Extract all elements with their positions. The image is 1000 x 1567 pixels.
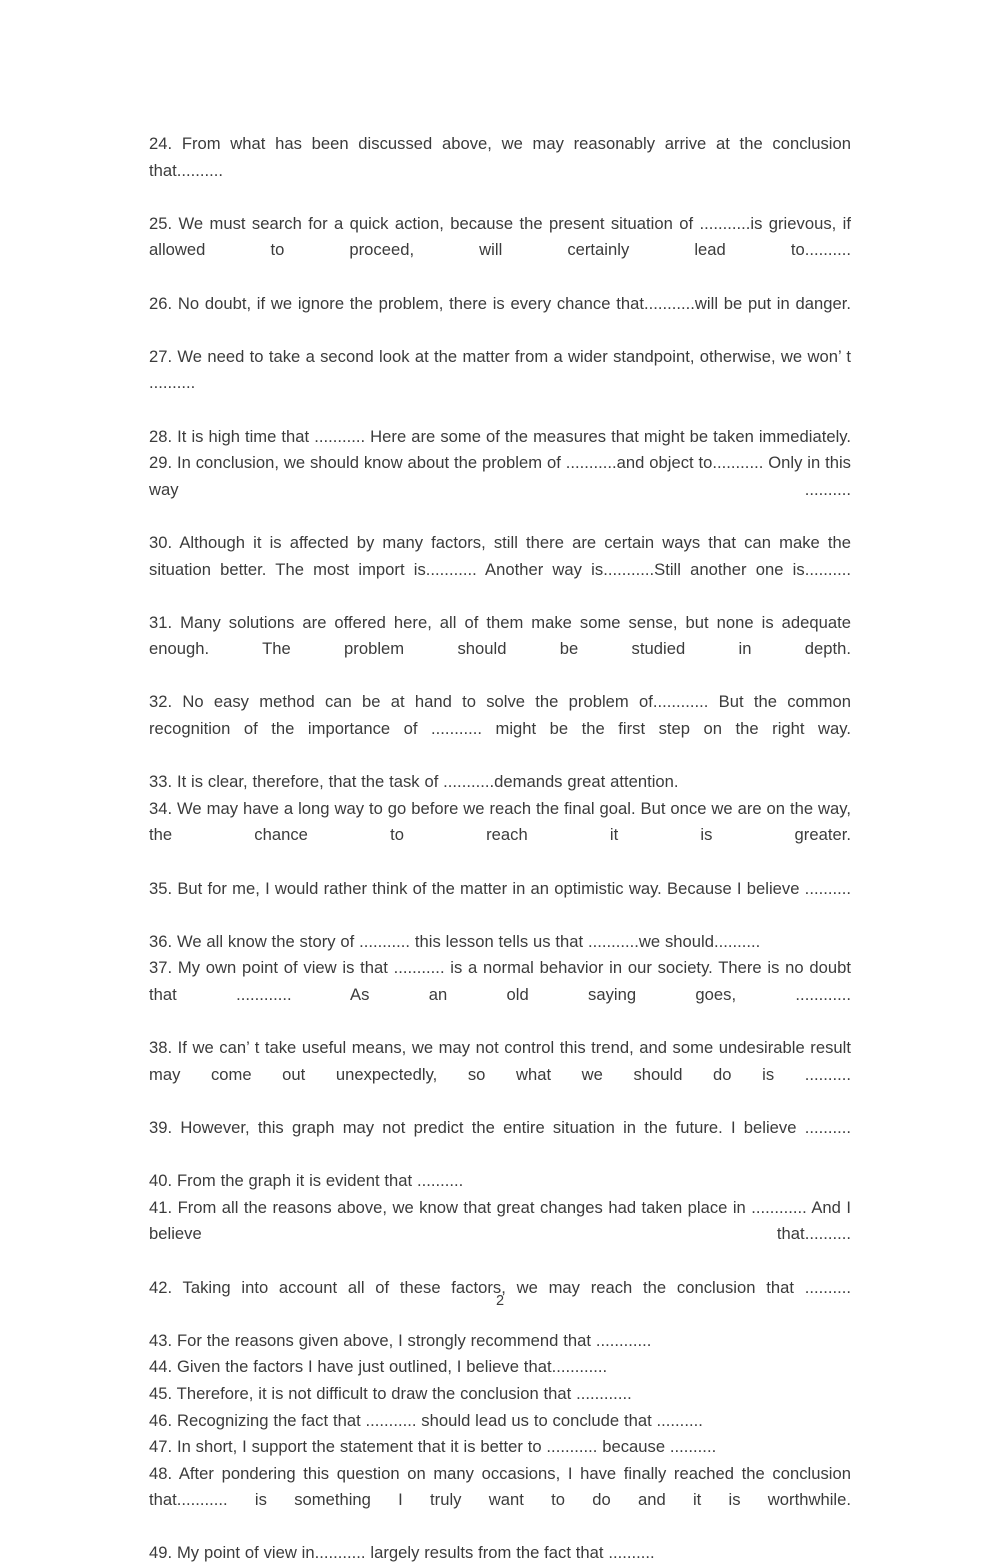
- paragraph-item-48: 48. After pondering this question on many occasions, I have finally reached the conclusion that........... is something I truly want to do and it is worthwhile.: [149, 1463, 851, 1510]
- page-number: 2: [495, 1293, 505, 1309]
- paragraph-item-37: 37. My own point of view is that ........... is a normal behavior in our society. There is no doubt that ............ As an old saying goes, ............: [149, 958, 851, 1004]
- paragraph-item-33: 33. It is clear, therefore, that the task of ...........demands great attention.: [149, 772, 679, 792]
- paragraph-item-35: 35. But for me, I would rather think of the matter in an optimistic way. Because I believe ..........: [149, 878, 851, 898]
- paragraph-item-47: 47. In short, I support the statement that it is better to ........... because ..........: [149, 1437, 717, 1457]
- paragraph-item-34: 34. We may have a long way to go before we reach the final goal. But once we are on the way, the chance to reach it is greater.: [149, 798, 851, 845]
- paragraph-item-39: 39. However, this graph may not predict the entire situation in the future. I believe ..........: [149, 1117, 851, 1137]
- paragraph-item-25: 25. We must search for a quick action, because the present situation of ...........is grievous, if allowed to proceed, will certainly lead to..........: [149, 213, 851, 260]
- paragraph-item-45: 45. Therefore, it is not difficult to draw the conclusion that ............: [149, 1383, 632, 1403]
- paragraph-item-32: 32. No easy method can be at hand to solve the problem of............ But the common recognition of the importance of ........... might be the first step on the right way.: [149, 692, 851, 739]
- paragraph-item-40: 40. From the graph it is evident that ..........: [149, 1171, 464, 1191]
- document-body: [149, 131, 851, 1567]
- paragraph-item-31: 31. Many solutions are offered here, all of them make some sense, but none is adequate enough. The problem should be studied in depth.: [149, 612, 851, 659]
- paragraph-item-26: 26. No doubt, if we ignore the problem, there is every chance that...........will be put in danger.: [149, 293, 851, 313]
- paragraph-item-30: 30. Although it is affected by many factors, still there are certain ways that can make the situation better. The most import is........... Another way is...........Still another one is..........: [149, 532, 851, 579]
- paragraph-item-38: 38. If we can’ t take useful means, we may not control this trend, and some undesirable result may come out unexpectedly, so what we should do is ..........: [149, 1038, 851, 1084]
- paragraph-item-46: 46. Recognizing the fact that ........... should lead us to conclude that ..........: [149, 1410, 703, 1430]
- paragraph-item-41: 41. From all the reasons above, we know that great changes had taken place in ............ And I believe that..........: [149, 1197, 851, 1244]
- paragraph-item-44: 44. Given the factors I have just outlined, I believe that............: [149, 1357, 608, 1377]
- paragraph-item-49: 49. My point of view in........... largely results from the fact that ..........: [149, 1543, 655, 1563]
- paragraph-item-24: 24. From what has been discussed above, we may reasonably arrive at the conclusion that..........: [149, 134, 851, 180]
- paragraph-item-43: 43. For the reasons given above, I strongly recommend that ............: [149, 1330, 652, 1350]
- paragraph-item-28-29: 28. It is high time that ........... Here are some of the measures that might be taken immediately. 29. In conclusion, we should know about the problem of ...........and object to........... Only in this way ..........: [149, 426, 851, 499]
- paragraph-item-42: 42. Taking into account all of these factors, we may reach the conclusion that ..........: [149, 1277, 851, 1297]
- paragraph-item-27: 27. We need to take a second look at the matter from a wider standpoint, otherwise, we won’ t ..........: [149, 346, 851, 393]
- paragraph-item-36: 36. We all know the story of ........... this lesson tells us that ...........we should..........: [149, 931, 761, 951]
